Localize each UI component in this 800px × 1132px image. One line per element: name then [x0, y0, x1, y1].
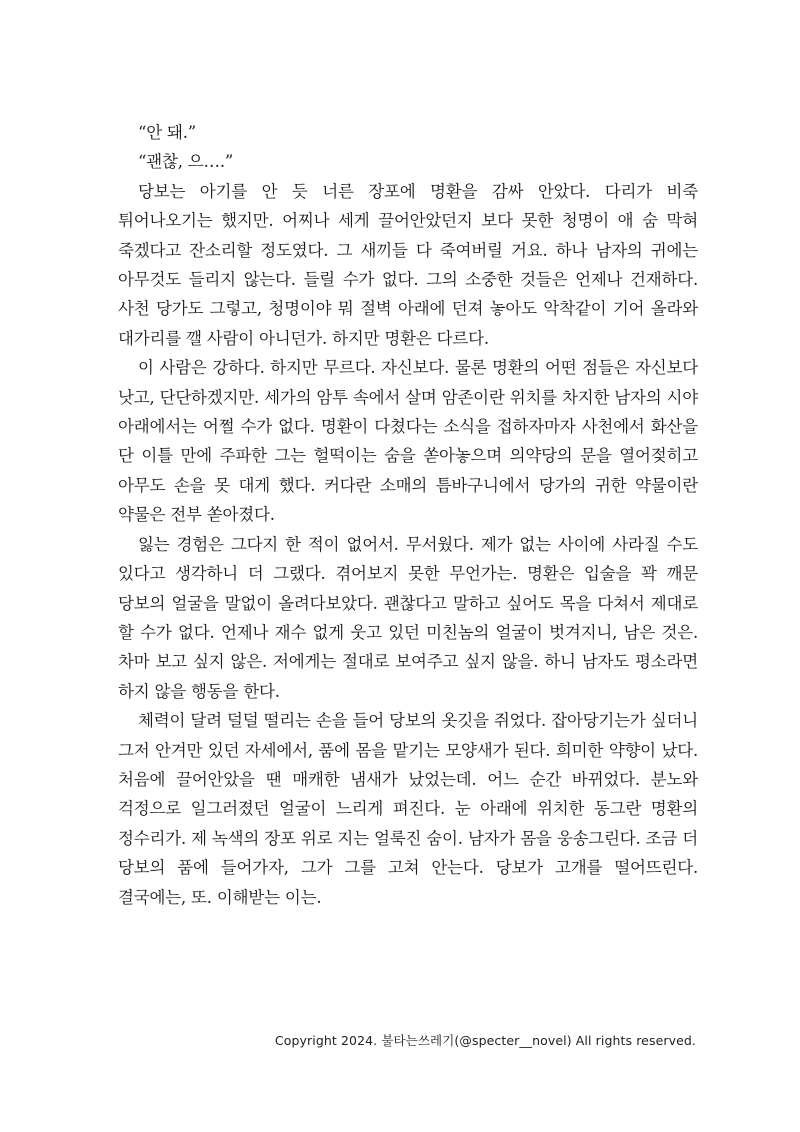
document-body [118, 118, 698, 912]
dialogue-line-2: “괜찮, 으….” [138, 152, 234, 172]
paragraph-1: 당보는 아기를 안 듯 너른 장포에 명환을 감싸 안았다. 다리가 비죽 튀어나오기는 했지만. 어찌나 세게 끌어안았던지 보다 못한 청명이 애 숨 막혀 죽겠다고 잔소리할 정도였다. 그 새끼들 다 죽여버릴 거요. 하나 남자의 귀에는 아무것도 들리지 않는다. 들릴 수가 없다. 그의 소중한 것들은 언제나 건재하다. 사천 당가도 그렇고, 청명이야 뭐 절벽 아래에 던져 놓아도 악착같이 기어 올라와 대가리를 깰 사람이 아니던가. 하지만 명환은 다르다. [118, 181, 698, 348]
dialogue-line-1: “안 돼.” [138, 123, 197, 142]
paragraph-4: 체력이 달려 덜덜 떨리는 손을 들어 당보의 옷깃을 쥐었다. 잡아당기는가 싶더니 그저 안겨만 있던 자세에서, 품에 몸을 맡기는 모양새가 된다. 희미한 약향이 났다. 처음에 끌어안았을 땐 매캐한 냄새가 났었는데. 어느 순간 바뀌었다. 분노와 걱정으로 일그러졌던 얼굴이 느리게 펴진다. 눈 아래에 위치한 동그란 명환의 정수리가. 제 녹색의 장포 위로 지는 얼룩진 숨이. 남자가 몸을 웅송그린다. 조금 더 당보의 품에 들어가자, 그가 그를 고쳐 안는다. 당보가 고개를 떨어뜨린다. 결국에는, 또. 이해받는 이는. [118, 711, 698, 907]
paragraph-2: 이 사람은 강하다. 하지만 무르다. 자신보다. 물론 명환의 어떤 점들은 자신보다 낫고, 단단하겠지만. 세가의 암투 속에서 살며 암존이란 위치를 차지한 남자의 시야 아래에서는 어쩔 수가 없다. 명환이 다쳤다는 소식을 접하자마자 사천에서 화산을 단 이틀 만에 주파한 그는 헐떡이는 숨을 쏟아놓으며 의약당의 문을 열어젖히고 아무도 손을 못 대게 했다. 커다란 소매의 틈바구니에서 당가의 귀한 약물이란 약물은 전부 쏟아졌다. [118, 358, 698, 525]
copyright-notice: Copyright 2024. 불타는쓰레기(@specter__novel) All rights reserved. [274, 1033, 696, 1048]
paragraph-3: 잃는 경험은 그다지 한 적이 없어서. 무서웠다. 제가 없는 사이에 사라질 수도 있다고 생각하니 더 그랬다. 겪어보지 못한 무언가는. 명환은 입술을 꽉 깨문 당보의 얼굴을 말없이 올려다보았다. 괜찮다고 말하고 싶어도 목을 다쳐서 제대로 할 수가 없다. 언제나 재수 없게 웃고 있던 미친놈의 얼굴이 벗겨지니, 남은 것은. 차마 보고 싶지 않은. 저에게는 절대로 보여주고 싶지 않을. 하니 남자도 평소라면 하지 않을 행동을 한다. [118, 534, 698, 701]
